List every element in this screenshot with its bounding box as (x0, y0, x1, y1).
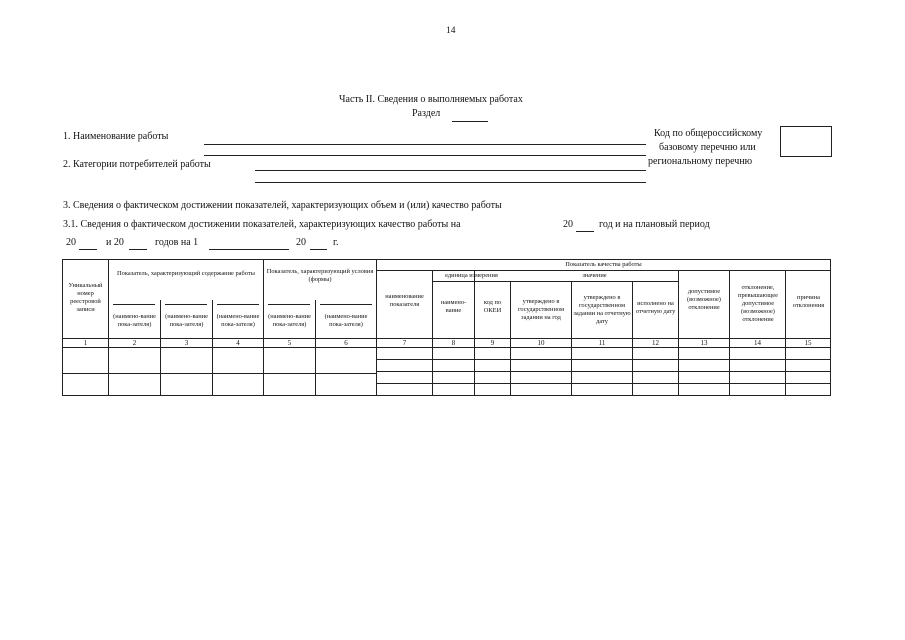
col-number-8: 8 (451, 339, 456, 347)
header-unit: единица измерения (445, 272, 498, 279)
subheader-name-col4: (наимено-вание пока-зателя) (216, 313, 260, 328)
work-name-label: 1. Наименование работы (63, 131, 169, 142)
code-box (780, 126, 832, 157)
period-20a: 20 (66, 237, 76, 248)
code-label-1: Код по общероссийскому (654, 128, 763, 139)
col-number-14: 14 (754, 339, 761, 347)
header-content-indicator: Показатель, характеризующий содержание работы (117, 270, 255, 277)
header-deviation-reason: причина отклонения (792, 294, 825, 309)
part-title: Часть II. Сведения о выполняемых работах (339, 94, 523, 105)
col-number-6: 6 (344, 339, 348, 347)
subheader-name-col3: (наимено-вание пока-зателя) (165, 313, 208, 328)
period-line-b (129, 249, 147, 250)
section-31-year-prefix: 20 (563, 219, 573, 230)
section-number-line (452, 121, 488, 122)
code-label-3: региональному перечню (648, 156, 753, 167)
page-number: 14 (446, 26, 456, 36)
col-number-9: 9 (490, 339, 495, 347)
col-number-5: 5 (287, 339, 292, 347)
period-line-c (310, 249, 327, 250)
period-years-on: годов на 1 (155, 237, 199, 248)
consumers-line-2 (255, 182, 646, 183)
col-number-11: 11 (598, 339, 606, 347)
period-20b: 20 (296, 237, 306, 248)
col-number-15: 15 (804, 339, 812, 347)
col-number-2: 2 (132, 339, 137, 347)
consumers-label: 2. Категории потребителей работы (63, 159, 211, 170)
header-done: исполнено на отчетную дату (635, 300, 676, 315)
section-3-title: 3. Сведения о фактическом достижении показателей, характеризующих объем и (или) качество работы (63, 200, 502, 211)
header-conditions-indicator: Показатель, характеризующий условия (формы) (266, 268, 374, 283)
subheader-name-col6: (наимено-вание пока-зателя) (324, 313, 368, 328)
header-approved-date: утверждено в государственном задании на отчетную дату (573, 294, 631, 325)
header-unique-number: Уникальный номер реестровой записи (68, 282, 103, 313)
col-number-10: 10 (537, 339, 545, 347)
col-number-12: 12 (652, 339, 659, 347)
col-number-3: 3 (184, 339, 189, 347)
period-and20: и 20 (106, 237, 124, 248)
period-date-line (209, 249, 289, 250)
work-name-line-2 (204, 155, 646, 156)
header-allowed-deviation: допустимое (возможное) отклонение (687, 288, 721, 311)
period-line-a (79, 249, 97, 250)
subheader-name-col2: (наимено-вание пока-зателя) (113, 313, 156, 328)
year-line (576, 231, 594, 232)
subheader-name-col5: (наимено-вание пока-зателя) (268, 313, 311, 328)
col-number-4: 4 (236, 339, 240, 347)
header-indicator-name: наименование показателя (385, 293, 424, 308)
header-value: значение (582, 272, 607, 279)
header-approved-year: утверждено в государственном задании на год (517, 298, 565, 321)
work-name-line-1 (204, 144, 646, 145)
section-31-year-suffix: год и на плановый период (599, 219, 710, 230)
code-label-2: базовому перечню или (659, 142, 756, 153)
period-g: г. (333, 237, 339, 248)
header-quality-indicator: Показатель качества работы (565, 261, 642, 268)
header-exceed-deviation: отклонение, превышающее допустимое (возможное) отклонение (738, 284, 778, 323)
section-label: Раздел (412, 108, 441, 119)
section-31-title: 3.1. Сведения о фактическом достижении показателей, характеризующих качество работы на (63, 219, 461, 230)
col-number-7: 7 (402, 339, 407, 347)
header-unit-name: наимено-вание (440, 299, 467, 314)
header-okei: код по ОКЕИ (483, 299, 502, 314)
col-number-13: 13 (700, 339, 708, 347)
consumers-line-1 (255, 170, 646, 171)
col-number-1: 1 (83, 339, 88, 347)
